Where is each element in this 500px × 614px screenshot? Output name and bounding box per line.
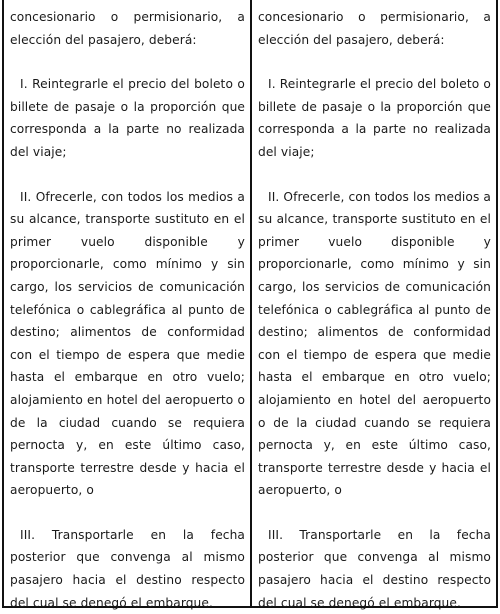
item-ii-paragraph: II. Ofrecerle, con todos los medios a su alcance, transporte sustituto en el primer vuelo disponible y proporcionarle, como mínimo y sin cargo, los servicios de comunicación telefónica o cablegráfica al punto de destino; alimentos de conformidad con el tiempo de espera que medie hasta el embarque en otro vuelo; alojamiento en hotel del aeropuerto o de la ciudad cuando se requiera pernocta y, en este último caso, transporte terrestre desde y hacia el aeropuerto, o	[258, 189, 491, 498]
intro-paragraph: concesionario o permisionario, a elección del pasajero, deberá:	[258, 10, 491, 47]
comparison-table	[2, 0, 498, 608]
item-i-paragraph: I. Reintegrarle el precio del boleto o billete de pasaje o la proporción que corresponda a la parte no realizada del viaje;	[258, 77, 491, 159]
item-iii-paragraph: III. Transportarle en la fecha posterior que convenga al mismo pasajero hacia el destino respecto del cual se denegó el embarque.	[258, 527, 491, 610]
left-column	[4, 0, 250, 610]
item-ii-paragraph: II. Ofrecerle, con todos los medios a su alcance, transporte sustituto en el primer vuelo disponible y proporcionarle, como mínimo y sin cargo, los servicios de comunicación telefónica o cablegráfica al punto de destino; alimentos de conformidad con el tiempo de espera que medie hasta el embarque en otro vuelo; alojamiento en hotel del aeropuerto o de la ciudad cuando se requiera pernocta y, en este último caso, transporte terrestre desde y hacia el aeropuerto, o	[10, 189, 245, 498]
right-column	[250, 0, 496, 610]
intro-paragraph: concesionario o permisionario, a elección del pasajero, deberá:	[10, 10, 245, 47]
item-iii-paragraph: III. Transportarle en la fecha posterior que convenga al mismo pasajero hacia el destino respecto del cual se denegó el embarque.	[10, 527, 245, 610]
item-i-paragraph: I. Reintegrarle el precio del boleto o billete de pasaje o la proporción que corresponda a la parte no realizada del viaje;	[10, 77, 245, 159]
